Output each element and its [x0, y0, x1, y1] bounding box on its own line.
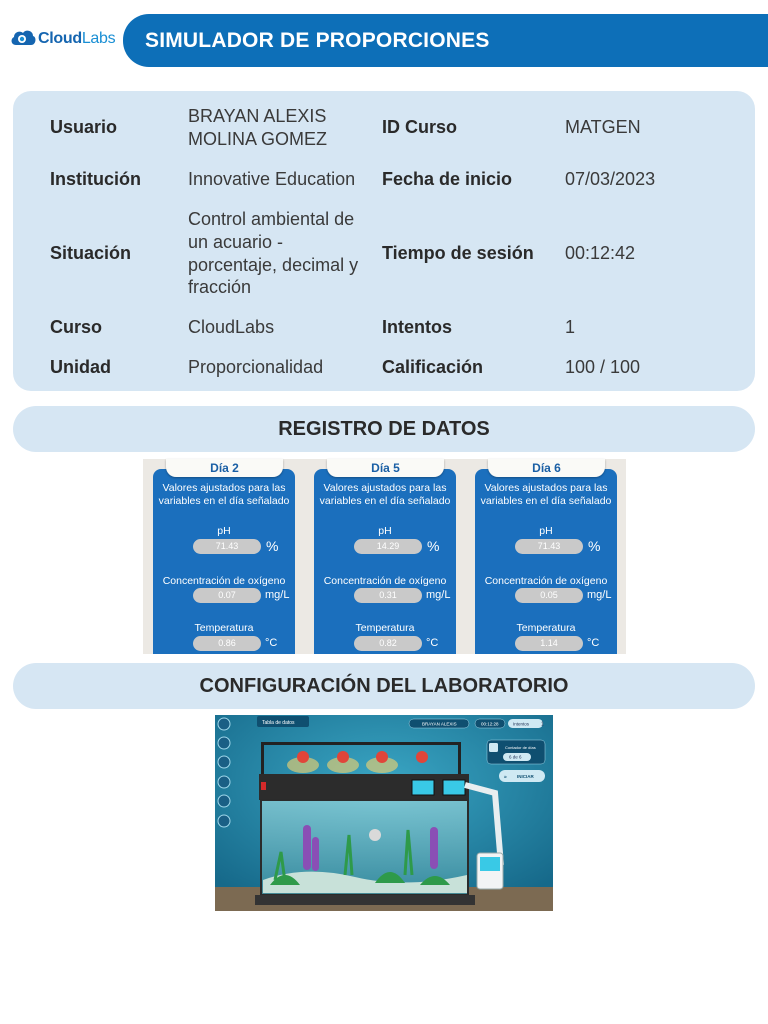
intentos-label: Intentos: [382, 317, 452, 337]
sensor-display: [443, 780, 465, 795]
title-bar: [123, 14, 768, 67]
calendar-icon: [489, 743, 498, 752]
day-panel-body: [475, 469, 617, 654]
ph-unit: %: [588, 538, 601, 554]
idcurso-label: ID Curso: [382, 117, 458, 137]
cloudlabs-logo: [10, 28, 115, 50]
oxygen-unit: mg/L: [587, 589, 612, 601]
panel-subtitle-line1: Valores ajustados para las: [162, 482, 286, 494]
heat-lamp-icon: [416, 751, 428, 763]
curso-label: Curso: [50, 317, 103, 337]
sensor-display: [412, 780, 434, 795]
situacion-line4: fracción: [188, 277, 252, 297]
tool-icon[interactable]: [218, 756, 230, 768]
aquarium-lid: [259, 774, 469, 800]
section-configuracion-del-laboratorio: CONFIGURACIÓN DEL LABORATORIO: [13, 663, 755, 709]
oxygen-label: Concentración de oxígeno: [484, 575, 608, 587]
tool-icon[interactable]: [218, 737, 230, 749]
lamp-rail-post: [261, 742, 264, 774]
ph-value: 14.29: [354, 539, 422, 554]
curso-value: CloudLabs: [188, 317, 275, 337]
attempts-value: 1: [541, 721, 544, 728]
start-button-label: INICIAR: [517, 774, 534, 779]
panel-subtitle-line1: Valores ajustados para las: [484, 482, 608, 494]
logo-text-labs: Labs: [81, 30, 116, 47]
day-tab[interactable]: Día 2: [166, 459, 283, 477]
lamp-rail-post: [458, 742, 461, 774]
panel-subtitle-line1: Valores ajustados para las: [323, 482, 447, 494]
situacion-line1: Control ambiental de: [188, 209, 355, 229]
day-panel-body: [153, 469, 295, 654]
temperature-label: Temperatura: [516, 622, 576, 634]
day-counter-label: Contador de días: [505, 745, 536, 750]
temperature-unit: °C: [587, 637, 600, 649]
day-panel-body: [314, 469, 456, 654]
tool-icon[interactable]: [218, 718, 230, 730]
panel-subtitle-line2: variables en el día señalado: [158, 495, 290, 507]
ph-label: pH: [539, 525, 553, 537]
situacion-line3: porcentaje, decimal y: [188, 255, 359, 275]
day-tab[interactable]: Día 6: [488, 459, 605, 477]
heat-lamp-icon: [297, 751, 309, 763]
section-registro-de-datos: REGISTRO DE DATOS: [13, 406, 755, 452]
panel-subtitle-line2: variables en el día señalado: [319, 495, 451, 507]
oxygen-value: 0.07: [193, 588, 261, 603]
day-tab[interactable]: Día 5: [327, 459, 444, 477]
ph-label: pH: [378, 525, 392, 537]
idcurso-value: MATGEN: [565, 117, 641, 137]
lamp-rail: [261, 742, 461, 745]
temperature-unit: °C: [265, 637, 278, 649]
temperature-unit: °C: [426, 637, 439, 649]
aquarium-base: [255, 895, 475, 905]
help-icon[interactable]: [218, 776, 230, 788]
fecha-label: Fecha de inicio: [382, 169, 513, 189]
temperature-value: 1.14: [515, 636, 583, 651]
data-panels: [143, 459, 626, 654]
info-card: [13, 91, 755, 391]
page-title: SIMULADOR DE PROPORCIONES: [145, 29, 490, 52]
day-panel: [310, 459, 460, 654]
panel-subtitle-line2: variables en el día señalado: [480, 495, 612, 507]
attempts-label: Intentos: [513, 721, 530, 727]
unidad-label: Unidad: [50, 357, 111, 377]
heat-lamp-icon: [337, 751, 349, 763]
temperature-label: Temperatura: [355, 622, 415, 634]
fecha-value: 07/03/2023: [565, 169, 656, 189]
fish: [369, 829, 381, 841]
oxygen-value: 0.05: [515, 588, 583, 603]
tiempo-value: 00:12:42: [565, 243, 636, 263]
oxygen-label: Concentración de oxígeno: [323, 575, 447, 587]
lab-screenshot: [215, 715, 553, 911]
tiempo-label: Tiempo de sesión: [382, 243, 534, 263]
intentos-value: 1: [565, 317, 576, 337]
user-name: BRAYAN ALEXIS: [422, 721, 457, 727]
start-play-icon: »: [504, 774, 507, 781]
institucion-value: Innovative Education: [188, 169, 356, 189]
temperature-label: Temperatura: [194, 622, 254, 634]
day-counter-value: 6 de 6: [509, 754, 522, 760]
power-switch[interactable]: [261, 782, 266, 790]
oxygen-value: 0.31: [354, 588, 422, 603]
day-panel: [149, 459, 299, 654]
day-panel: [471, 459, 621, 654]
ph-value: 71.43: [515, 539, 583, 554]
ph-label: pH: [217, 525, 231, 537]
situacion-line2: un acuario -: [188, 232, 284, 252]
tool-icon[interactable]: [218, 815, 230, 827]
timer-value: 00:12:28: [481, 721, 499, 727]
monitor-screen: [480, 857, 500, 871]
usuario-value-line1: BRAYAN ALEXIS: [188, 106, 327, 126]
ph-unit: %: [427, 538, 440, 554]
temperature-value: 0.82: [354, 636, 422, 651]
unidad-value: Proporcionalidad: [188, 357, 324, 377]
calificacion-value: 100 / 100: [565, 357, 641, 377]
oxygen-label: Concentración de oxígeno: [162, 575, 286, 587]
data-table-dropdown-label: Tabla de datos: [262, 720, 295, 726]
logo-text-cloud: Cloud: [38, 30, 82, 47]
usuario-value-line2: MOLINA GOMEZ: [188, 129, 328, 149]
oxygen-unit: mg/L: [265, 589, 290, 601]
ph-value: 71.43: [193, 539, 261, 554]
oxygen-unit: mg/L: [426, 589, 451, 601]
cloudlabs-logo-icon: [10, 28, 36, 50]
lab-scene: [215, 715, 553, 911]
tool-icon[interactable]: [218, 795, 230, 807]
temperature-value: 0.86: [193, 636, 261, 651]
heat-lamp-icon: [376, 751, 388, 763]
situacion-label: Situación: [50, 243, 132, 263]
usuario-label: Usuario: [50, 117, 118, 137]
ph-unit: %: [266, 538, 279, 554]
institucion-label: Institución: [50, 169, 141, 189]
calificacion-label: Calificación: [382, 357, 484, 377]
